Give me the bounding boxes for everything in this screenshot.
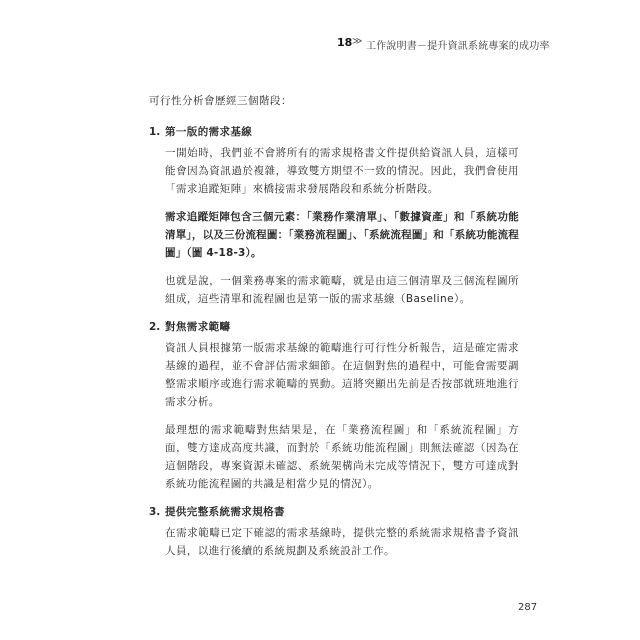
paragraph: 也就是說，一個業務專案的需求範疇，就是由這三個清單及三個流程圖所組成，這些清單和流程圖也是第一版的需求基線（Baseline）。 — [165, 275, 519, 305]
section-heading: 對焦需求範疇 — [165, 321, 231, 333]
section-2 — [149, 318, 519, 493]
section-3 — [149, 503, 519, 560]
section-heading: 提供完整系統需求規格書 — [165, 506, 285, 518]
paragraph: 資訊人員根據第一版需求基線的範疇進行可行性分析報告，這是確定需求基線的過程，並不會評估需求細節。在這個對焦的過程中，可能會需要調整需求順序或進行需求範疇的異動。這將突顯出先前是否按部就班地進行需求分析。 — [165, 342, 519, 408]
section-number: 2. — [149, 321, 161, 333]
paragraph: 一開始時，我們並不會將所有的需求規格書文件提供給資訊人員，這樣可能會因為資訊過於複雜，導致雙方期望不一致的情況。因此，我們會使用「需求追蹤矩陣」來橋接需求發展階段和系統分析階段。 — [165, 147, 519, 195]
paragraph: 在需求範疇已定下確認的需求基線時，提供完整的系統需求規格書予資訊人員，以進行後續的系統規劃及系統設計工作。 — [165, 527, 519, 557]
chapter-title: 工作說明書－提升資訊系統專案的成功率 — [366, 41, 550, 52]
paragraph-emphasis: 需求追蹤矩陣包含三個元素：「業務作業清單」、「數據資產」和「系統功能清單」，以及三份流程圖：「業務流程圖」、「系統流程圖」和「系統功能流程圖」（圖 4-18-3）。 — [165, 211, 519, 259]
section-number: 3. — [149, 506, 161, 518]
chapter-number: 18 — [337, 36, 353, 49]
section-number: 1. — [149, 126, 161, 138]
paragraph: 最理想的需求範疇對焦結果是，在「業務流程圖」和「系統流程圖」方面，雙方達成高度共識，而對於「系統功能流程圖」則無法確認（因為在這個階段，專案資源未確認、系統架構尚未完成等情況下，雙方可達成對系統功能流程圖的共識是相當少見的情況）。 — [165, 424, 519, 490]
section-heading: 第一版的需求基線 — [165, 126, 253, 138]
section-1 — [149, 123, 519, 308]
chapter-separator-icon: ≫ — [352, 36, 363, 47]
page-number: 287 — [518, 602, 538, 613]
running-header — [0, 36, 640, 52]
intro-text: 可行性分析會歷經三個階段： — [149, 95, 292, 107]
page-body — [149, 92, 519, 570]
